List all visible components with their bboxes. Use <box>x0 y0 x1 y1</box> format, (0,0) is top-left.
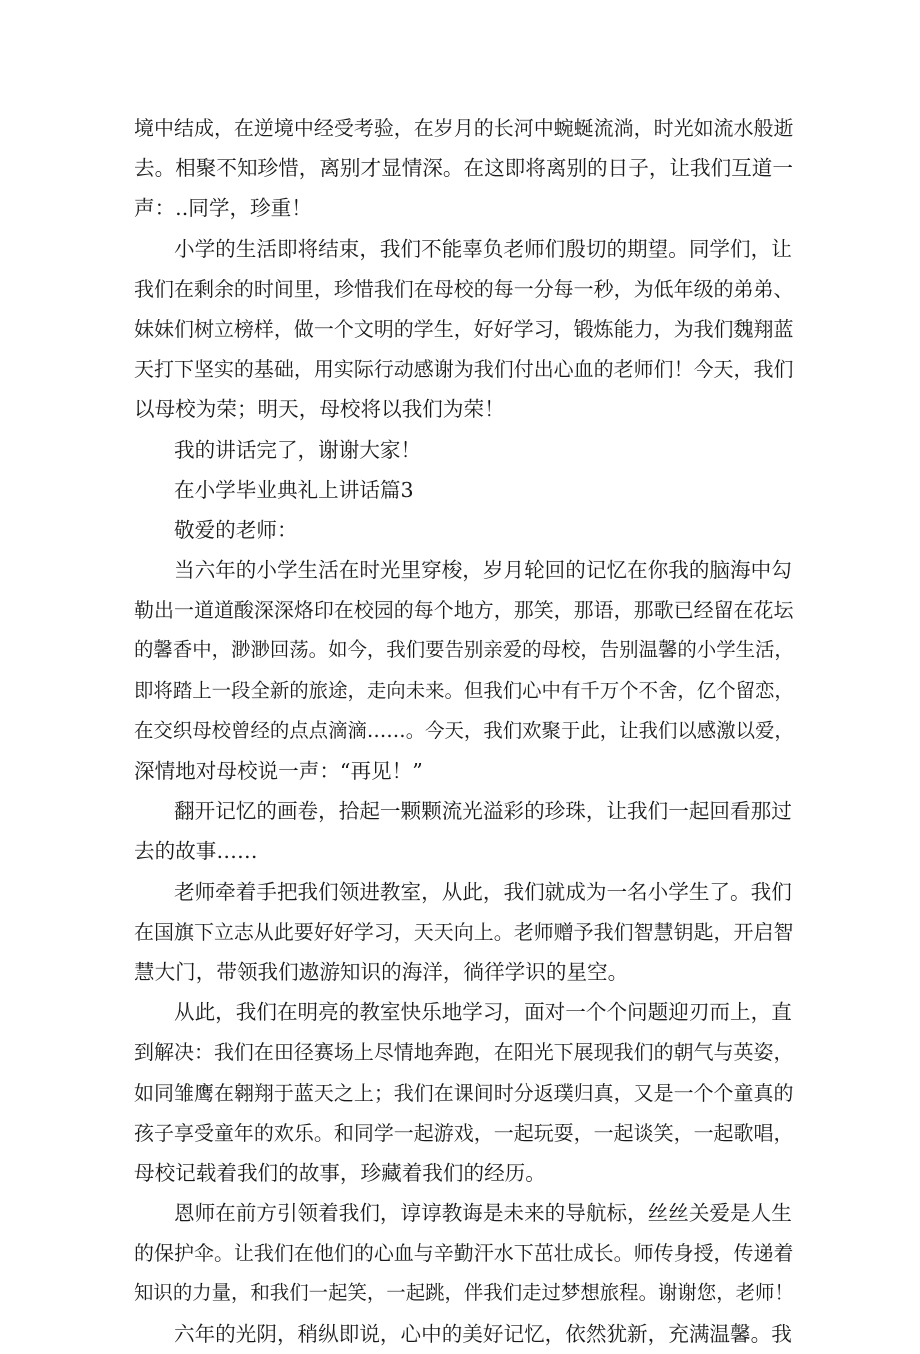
text-line: 声：..同学，珍重！ <box>134 196 312 221</box>
text-line: 六年的光阴，稍纵即说，心中的美好记忆，依然犹新，充满温馨。我 <box>174 1321 792 1346</box>
text-line: 在国旗下立志从此要好好学习，天天向上。老师赠予我们智慧钥匙，开启智 <box>134 919 794 944</box>
text-line: 去。相聚不知珍惜，离别才显情深。在这即将离别的日子，让我们互道一 <box>134 156 793 181</box>
text-line: 我们在剩余的时间里，珍惜我们在母校的每一分每一秒，为低年级的弟弟、 <box>134 276 794 301</box>
text-line: 到解决：我们在田径赛场上尽情地奔跑，在阳光下展现我们的朝气与英姿， <box>134 1040 794 1065</box>
text-line: 的馨香中，渺渺回荡。如今，我们要告别亲爱的母校，告别温馨的小学生活， <box>134 638 794 662</box>
text-line: 以母校为荣；明天，母校将以我们为荣！ <box>134 397 505 422</box>
text-line: 当六年的小学生活在时光里穿梭，岁月轮回的记忆在你我的脑海中勾 <box>174 558 792 583</box>
text-line: 境中结成，在逆境中经受考验，在岁月的长河中蜿蜒流淌，时光如流水般逝 <box>134 116 794 140</box>
document-page <box>134 108 794 1354</box>
text-line: 知识的力量，和我们一起笑，一起跳，伴我们走过梦想旅程。谢谢您，老师！ <box>134 1281 794 1305</box>
text-line: 在交织母校曾经的点点滴滴……。今天，我们欢聚于此，让我们以感激以爱， <box>134 718 794 742</box>
text-line: 的保护伞。让我们在他们的心血与辛勤汗水下茁壮成长。师传身授，传递着 <box>134 1241 794 1266</box>
text-line: 勒出一道道酸深深烙印在校园的每个地方，那笑，那语，那歌已经留在花坛 <box>134 598 794 623</box>
text-line: 翻开记忆的画卷，拾起一颗颗流光溢彩的珍珠，让我们一起回看那过 <box>174 799 792 824</box>
text-line: 在小学毕业典礼上讲话篇3 <box>174 477 414 502</box>
text-line: 天打下坚实的基础，用实际行动感谢为我们付出心血的老师们！今天，我们 <box>134 357 794 382</box>
text-line: 从此，我们在明亮的教室快乐地学习，面对一个个问题迎刃而上，直 <box>174 1000 792 1025</box>
text-line: 我的讲话完了，谢谢大家！ <box>174 437 422 462</box>
text-line: 妹妹们树立榜样，做一个文明的学生，好好学习，锻炼能力，为我们魏翔蓝 <box>134 316 794 341</box>
text-line: 去的故事…… <box>134 839 258 864</box>
text-line: 深情地对母校说一声：“再见！” <box>134 759 423 783</box>
text-line: 如同雏鹰在翱翔于蓝天之上；我们在课间时分返璞归真，又是一个个童真的 <box>134 1080 794 1105</box>
text-line: 母校记载着我们的故事，珍藏着我们的经历。 <box>134 1160 546 1185</box>
text-line: 慧大门，带领我们遨游知识的海洋，徜徉学识的星空。 <box>134 959 629 984</box>
text-line: 恩师在前方引领着我们，谆谆教诲是未来的导航标，丝丝关爱是人生 <box>174 1201 792 1226</box>
text-line: 小学的生活即将结束，我们不能辜负老师们殷切的期望。同学们，让 <box>174 236 792 261</box>
text-line: 老师牵着手把我们领进教室，从此，我们就成为一名小学生了。我们 <box>174 879 792 904</box>
text-line: 即将踏上一段全新的旅途，走向未来。但我们心中有千万个不舍，亿个留恋， <box>134 678 794 702</box>
text-line: 敬爱的老师： <box>174 517 298 542</box>
text-line: 孩子享受童年的欢乐。和同学一起游戏，一起玩耍，一起谈笑，一起歌唱， <box>134 1120 794 1145</box>
